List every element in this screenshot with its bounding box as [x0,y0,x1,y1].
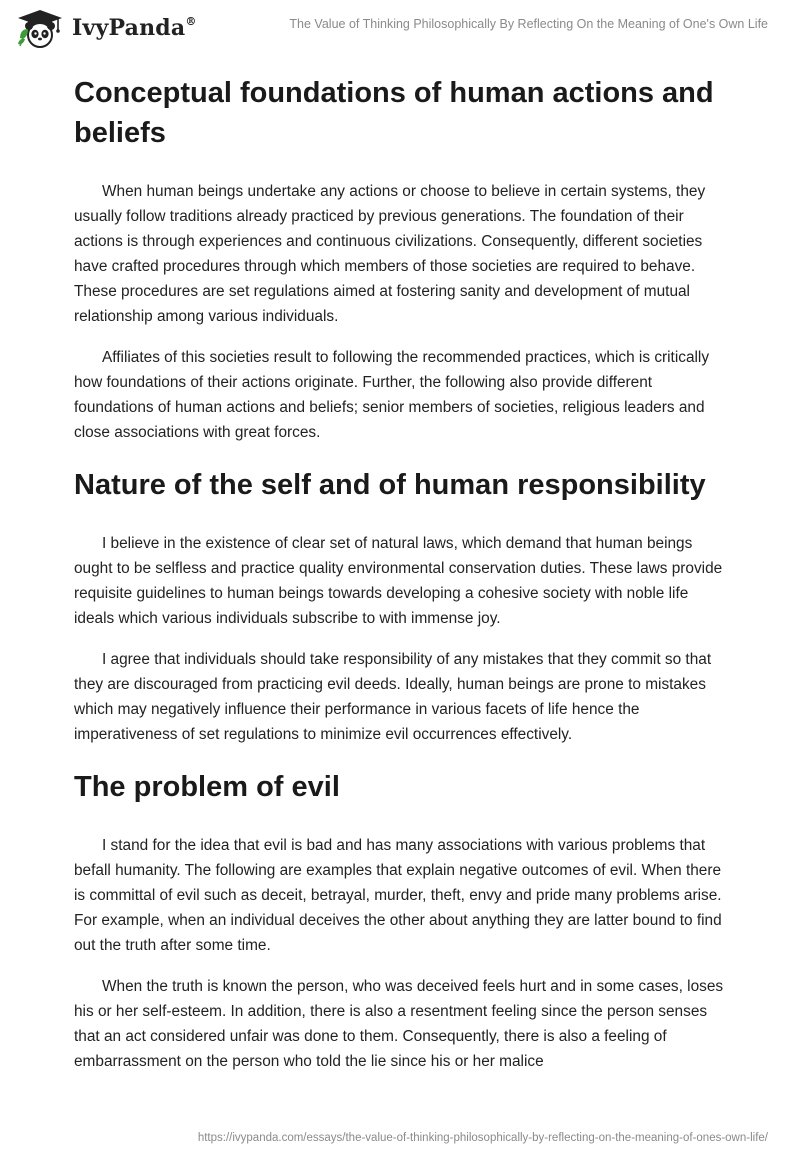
section-heading: Conceptual foundations of human actions and beliefs [74,77,714,149]
registered-mark: ® [185,14,197,28]
source-url[interactable]: https://ivypanda.com/essays/the-value-of-thinking-philosophically-by-reflecting-on-the-meaning-of-ones-own-life/ [197,1132,768,1144]
essay-content [74,70,730,1074]
page-header [0,0,800,60]
paragraph: I believe in the existence of clear set of natural laws, which demand that human beings ought to be selfless and practice quality environmental conservation duties. These laws provide requisite guidelines to human beings towards developing a cohesive society with noble life ideals which various individuals subscribe to with immense joy. [74,535,723,627]
panda-graduation-cap-icon [14,8,66,48]
ivypanda-logo[interactable] [14,8,197,48]
document-title: The Value of Thinking Philosophically By Reflecting On the Meaning of One's Own Life [289,17,768,31]
section-heading: Nature of the self and of human responsibility [74,469,706,501]
paragraph: When human beings undertake any actions or choose to believe in certain systems, they usually follow traditions already practiced by previous generations. The foundation of their actions is through experiences and continuous civilizations. Consequently, different societies have crafted procedures through which members of those societies are required to behave. These procedures are set regulations aimed at fostering sanity and development of mutual relationship among various individuals. [74,183,706,325]
brand-name: IvyPanda® [72,14,197,41]
section-heading: The problem of evil [74,771,340,803]
paragraph: I agree that individuals should take responsibility of any mistakes that they commit so that they are discouraged from practicing evil deeds. Ideally, human beings are prone to mistakes which may negatively influence their performance in various facets of life hence the imperativeness of set regulations to minimize evil occurrences effectively. [74,651,712,743]
paragraph: I stand for the idea that evil is bad and has many associations with various problems that befall humanity. The following are examples that explain negative outcomes of evil. When there is committal of evil such as deceit, betrayal, murder, theft, envy and pride many problems arise. For example, when an individual deceives the other about anything they are latter bound to find out the truth after some time. [74,837,722,954]
paragraph: Affiliates of this societies result to following the recommended practices, which is critically how foundations of their actions originate. Further, the following also provide different foundations of human actions and beliefs; senior members of societies, religious leaders and close associations with great forces. [74,349,710,441]
paragraph: When the truth is known the person, who was deceived feels hurt and in some cases, loses his or her self-esteem. In addition, there is also a resentment feeling since the person senses that an act considered unfair was done to them. Consequently, there is also a feeling of embarrassment on the person who told the lie since his or her malice [74,978,724,1070]
